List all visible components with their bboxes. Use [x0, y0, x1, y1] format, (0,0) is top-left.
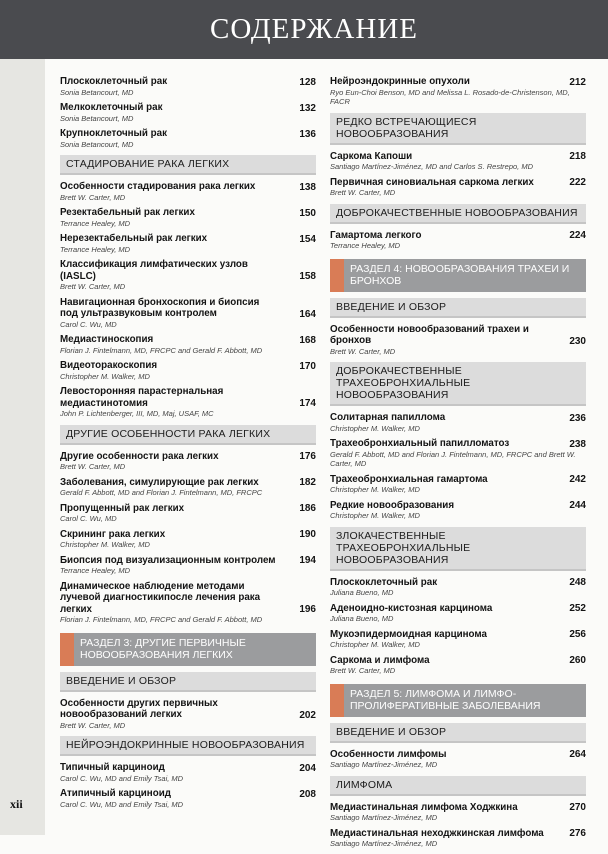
- toc-entry-author: Brett W. Carter, MD: [330, 188, 396, 197]
- toc-entry[interactable]: [60, 102, 316, 123]
- toc-entry-page-number: 218: [569, 151, 586, 162]
- toc-entry[interactable]: [60, 762, 316, 783]
- toc-entry-author: Juliana Bueno, MD: [330, 588, 394, 597]
- toc-entry-title: Солитарная папиллома: [330, 412, 446, 423]
- toc-entry-title: Крупноклеточный рак: [60, 128, 168, 139]
- toc-entry-row: [60, 762, 316, 774]
- toc-entry[interactable]: [60, 181, 316, 202]
- toc-entry-title: Медиастинальная лимфома Ходжкина: [330, 801, 518, 813]
- toc-entry-row: [60, 233, 316, 245]
- toc-section-heading: ВВЕДЕНИЕ И ОБЗОР: [330, 723, 586, 743]
- toc-entry-page-number: 168: [299, 334, 316, 346]
- toc-entry-row: [330, 577, 586, 589]
- toc-entry-page-number: 158: [299, 271, 316, 282]
- toc-entry[interactable]: [60, 477, 316, 498]
- toc-entry[interactable]: [60, 297, 316, 330]
- toc-entry-title: Первичная синовиальная саркома легких: [330, 176, 534, 188]
- toc-entry-row: [60, 259, 316, 282]
- toc-entry-author: Juliana Bueno, MD: [330, 614, 394, 623]
- toc-entry-author: Christopher M. Walker, MD: [330, 511, 420, 520]
- toc-entry-row: [330, 749, 586, 761]
- toc-entry-title: Особенности новообразований трахеи и бронхов: [330, 323, 529, 346]
- toc-entry[interactable]: [60, 581, 316, 625]
- toc-entry-title: Особенности стадирования рака легких: [60, 181, 256, 192]
- toc-entry-author: Santiago Martínez-Jiménez, MD and Carlos S. Restrepo, MD: [330, 162, 533, 171]
- toc-entry-page-number: 270: [569, 802, 586, 813]
- toc-part-heading: [330, 684, 586, 717]
- part-accent-marker: [330, 684, 344, 717]
- toc-entry-row: [330, 655, 586, 667]
- toc-entry-author: Brett W. Carter, MD: [60, 282, 126, 291]
- toc-entry-author: Brett W. Carter, MD: [60, 462, 126, 471]
- toc-entry-page-number: 164: [299, 308, 316, 320]
- toc-entry-page-number: 224: [569, 230, 586, 241]
- toc-entry[interactable]: [60, 529, 316, 550]
- toc-section-heading: ВВЕДЕНИЕ И ОБЗОР: [60, 672, 316, 692]
- toc-entry[interactable]: [330, 230, 586, 251]
- toc-entry-page-number: 128: [299, 76, 316, 88]
- toc-entry[interactable]: [60, 128, 316, 149]
- toc-entry-row: [330, 474, 586, 486]
- toc-entry[interactable]: [60, 503, 316, 524]
- toc-entry-page-number: 242: [569, 474, 586, 485]
- toc-entry-page-number: 256: [569, 629, 586, 640]
- toc-entry-page-number: 248: [569, 577, 586, 588]
- toc-entry-title: Мукоэпидермоидная карцинома: [330, 628, 487, 640]
- toc-entry[interactable]: [330, 802, 586, 823]
- toc-entry-title: Саркома и лимфома: [330, 654, 430, 666]
- toc-entry-title: Резектабельный рак легких: [60, 207, 195, 218]
- toc-part-title: РАЗДЕЛ 3: ДРУГИЕ ПЕРВИЧНЫЕ НОВООБРАЗОВАНИЯ ЛЕГКИХ: [80, 636, 246, 661]
- toc-section-heading: ДРУГИЕ ОСОБЕННОСТИ РАКА ЛЕГКИХ: [60, 425, 316, 445]
- part-accent-marker: [330, 259, 344, 292]
- toc-section-heading: ДОБРОКАЧЕСТВЕННЫЕ ТРАХЕОБРОНХИАЛЬНЫЕ НОВООБРАЗОВАНИЯ: [330, 362, 586, 406]
- toc-part-title: РАЗДЕЛ 5: ЛИМФОМА И ЛИМФО-ПРОЛИФЕРАТИВНЫЕ ЗАБОЛЕВАНИЯ: [350, 687, 541, 712]
- toc-part-heading: [330, 259, 586, 292]
- toc-entry-row: [330, 828, 586, 840]
- toc-entry[interactable]: [330, 438, 586, 469]
- toc-entry-row: [60, 386, 316, 409]
- toc-entry-row: [60, 555, 316, 567]
- toc-entry-page-number: 212: [569, 76, 586, 88]
- toc-entry-title: Мелкоклеточный рак: [60, 102, 163, 113]
- toc-entry-row: [60, 207, 316, 219]
- toc-entry-author: Terrance Healey, MD: [60, 218, 131, 228]
- toc-entry-title: Медиастинальная неходжкинская лимфома: [330, 827, 544, 839]
- toc-entry-row: [60, 297, 316, 320]
- toc-entry-row: [330, 177, 586, 189]
- toc-entry-title: Аденоидно-кистозная карцинома: [330, 602, 493, 614]
- toc-entry-row: [60, 360, 316, 372]
- toc-entry-row: [330, 76, 586, 88]
- page-number: xii: [10, 797, 23, 811]
- toc-entry[interactable]: [60, 259, 316, 292]
- toc-entry[interactable]: [330, 324, 586, 357]
- toc-entry-title: Нейроэндокринные опухоли: [330, 76, 470, 87]
- toc-entry-row: [330, 324, 586, 347]
- toc-section-heading: ЗЛОКАЧЕСТВЕННЫЕ ТРАХЕОБРОНХИАЛЬНЫЕ НОВООБРАЗОВАНИЯ: [330, 527, 586, 571]
- toc-entry-author: Brett W. Carter, MD: [330, 346, 396, 356]
- toc-entry[interactable]: [60, 386, 316, 419]
- toc-entry[interactable]: [330, 177, 586, 198]
- toc-entry-page-number: 202: [299, 709, 316, 721]
- toc-entry-page-number: 194: [299, 555, 316, 566]
- toc-entry-row: [330, 603, 586, 615]
- toc-entry-title: Типичный карциноид: [60, 762, 165, 773]
- left-margin-strip: [0, 59, 45, 835]
- toc-entry-title: Нерезектабельный рак легких: [60, 233, 208, 244]
- toc-entry[interactable]: [330, 474, 586, 495]
- toc-section-heading: СТАДИРОВАНИЕ РАКА ЛЕГКИХ: [60, 155, 316, 175]
- toc-entry[interactable]: [60, 788, 316, 809]
- page-title: СОДЕРЖАНИЕ: [210, 13, 418, 45]
- toc-entry-page-number: 244: [569, 500, 586, 511]
- toc-entry-page-number: 132: [299, 102, 316, 114]
- toc-entry-title: Саркома Капоши: [330, 150, 413, 162]
- toc-entry-author: Florian J. Fintelmann, MD, FRCPC and Gerald F. Abbott, MD: [60, 615, 263, 624]
- toc-entry-title: Плоскоклеточный рак: [60, 76, 168, 87]
- toc-entry-row: [330, 802, 586, 814]
- toc-entry-title: Трахеобронхиальный папилломатоз: [330, 438, 510, 449]
- toc-entry[interactable]: [330, 828, 586, 849]
- toc-entry-page-number: 260: [569, 655, 586, 666]
- toc-entry-author: Brett W. Carter, MD: [330, 666, 396, 675]
- toc-entry[interactable]: [60, 233, 316, 254]
- part-accent-marker: [60, 633, 74, 666]
- toc-entry[interactable]: [330, 577, 586, 598]
- toc-entry-title: Биопсия под визуализационным контролем: [60, 554, 276, 566]
- toc-entry-row: [60, 698, 316, 721]
- toc-entry[interactable]: [330, 151, 586, 172]
- toc-entry-row: [60, 788, 316, 800]
- toc-entry-author: Sonia Betancourt, MD: [60, 139, 134, 149]
- toc-entry-author: Carol C. Wu, MD: [60, 319, 117, 329]
- toc-entry[interactable]: [330, 749, 586, 770]
- toc-entry-page-number: 204: [299, 762, 316, 774]
- toc-entry-page-number: 252: [569, 603, 586, 614]
- toc-entry-author: Christopher M. Walker, MD: [60, 371, 150, 381]
- toc-entry-row: [60, 102, 316, 114]
- toc-section-heading: НЕЙРОЭНДОКРИННЫЕ НОВООБРАЗОВАНИЯ: [60, 736, 316, 756]
- toc-entry-author: Terrance Healey, MD: [330, 241, 401, 250]
- toc-entry[interactable]: [60, 451, 316, 472]
- toc-entry-title: Редкие новообразования: [330, 499, 455, 511]
- toc-entry[interactable]: [330, 412, 586, 433]
- toc-entry-row: [330, 412, 586, 424]
- toc-entry-author: Sonia Betancourt, MD: [60, 113, 134, 123]
- toc-entry[interactable]: [60, 360, 316, 381]
- toc-entry-title: Атипичный карциноид: [60, 788, 171, 799]
- toc-entry-title: Плоскоклеточный рак: [330, 576, 438, 588]
- toc-entry[interactable]: [330, 629, 586, 650]
- toc-entry-author: Florian J. Fintelmann, MD, FRCPC and Gerald F. Abbott, MD: [60, 345, 263, 355]
- toc-entry-row: [60, 451, 316, 463]
- toc-entry-author: Brett W. Carter, MD: [60, 192, 126, 202]
- toc-entry-author: Ryo Eun-Choi Benson, MD and Melissa L. Rosado-de-Christenson, MD, FACR: [330, 87, 570, 106]
- toc-entry-author: Brett W. Carter, MD: [60, 720, 126, 730]
- toc-entry-page-number: 196: [299, 604, 316, 615]
- toc-entry[interactable]: [60, 555, 316, 576]
- toc-entry-page-number: 276: [569, 828, 586, 839]
- toc-entry-title: Динамическое наблюдение методами лучевой диагностикипосле лечения рака легких: [60, 580, 261, 615]
- toc-entry-title: Трахеобронхиальная гамартома: [330, 473, 488, 485]
- toc-entry-title: Особенности других первичных новообразований легких: [60, 697, 218, 720]
- toc-entry[interactable]: [60, 334, 316, 355]
- toc-entry-page-number: 190: [299, 529, 316, 540]
- toc-entry[interactable]: [60, 207, 316, 228]
- toc-entry-page-number: 154: [299, 233, 316, 245]
- toc-entry-page-number: 236: [569, 412, 586, 424]
- toc-entry-row: [60, 581, 316, 616]
- toc-entry[interactable]: [60, 698, 316, 731]
- toc-section-heading: ЛИМФОМА: [330, 776, 586, 796]
- toc-entry-title: Навигационная бронхоскопия и биопсия под ультразвуковым контролем: [60, 296, 260, 319]
- toc-entry-row: [60, 76, 316, 88]
- toc-entry-author: Christopher M. Walker, MD: [330, 640, 420, 649]
- page-header: [0, 0, 608, 59]
- toc-entry[interactable]: [60, 76, 316, 97]
- toc-right-column: [330, 76, 586, 854]
- toc-part-title: РАЗДЕЛ 4: НОВООБРАЗОВАНИЯ ТРАХЕИ И БРОНХОВ: [350, 262, 570, 287]
- toc-entry-title: Видеоторакоскопия: [60, 360, 158, 371]
- toc-section-heading: ДОБРОКАЧЕСТВЕННЫЕ НОВООБРАЗОВАНИЯ: [330, 204, 586, 224]
- toc-entry-page-number: 174: [299, 398, 316, 409]
- toc-entry-author: Carol C. Wu, MD and Emily Tsai, MD: [60, 773, 184, 783]
- toc-entry-title: Классификация лимфатических узлов (IASLC): [60, 259, 248, 282]
- toc-entry-title: Скрининг рака легких: [60, 528, 166, 540]
- toc-entry-page-number: 170: [299, 360, 316, 372]
- toc-entry-row: [330, 500, 586, 512]
- toc-entry-page-number: 208: [299, 788, 316, 800]
- toc-entry-author: Carol C. Wu, MD: [60, 514, 117, 523]
- toc-entry-page-number: 136: [299, 128, 316, 140]
- toc-entry-row: [330, 438, 586, 450]
- toc-entry-row: [60, 334, 316, 346]
- toc-entry-row: [60, 181, 316, 193]
- toc-entry[interactable]: [330, 655, 586, 676]
- toc-entry-page-number: 238: [569, 438, 586, 450]
- toc-entry-author: Christopher M. Walker, MD: [330, 423, 420, 433]
- toc-entry-author: Christopher M. Walker, MD: [60, 540, 150, 549]
- toc-entry-title: Особенности лимфомы: [330, 748, 447, 760]
- toc-entry[interactable]: [330, 603, 586, 624]
- toc-entry-title: Заболевания, симулирующие рак легких: [60, 476, 259, 488]
- toc-entry-author: Santiago Martínez-Jiménez, MD: [330, 839, 438, 848]
- toc-entry-author: Santiago Martínez-Jiménez, MD: [330, 760, 438, 769]
- toc-entry-title: Другие особенности рака легких: [60, 450, 219, 462]
- toc-entry-page-number: 138: [299, 181, 316, 193]
- toc-entry-row: [330, 230, 586, 242]
- toc-entry-author: Christopher M. Walker, MD: [330, 485, 420, 494]
- toc-entry-page-number: 222: [569, 177, 586, 188]
- toc-part-heading: [60, 633, 316, 666]
- toc-left-column: [60, 76, 316, 814]
- toc-entry-row: [330, 151, 586, 163]
- toc-entry[interactable]: [330, 500, 586, 521]
- toc-entry-row: [60, 477, 316, 489]
- toc-entry-page-number: 150: [299, 207, 316, 219]
- toc-entry-row: [60, 128, 316, 140]
- toc-section-heading: ВВЕДЕНИЕ И ОБЗОР: [330, 298, 586, 318]
- toc-entry-author: Terrance Healey, MD: [60, 566, 131, 575]
- toc-entry-author: Gerald F. Abbott, MD and Florian J. Fintelmann, MD, FRCPC and Brett W. Carter, MD: [330, 449, 576, 468]
- toc-section-heading: РЕДКО ВСТРЕЧАЮЩИЕСЯ НОВООБРАЗОВАНИЯ: [330, 113, 586, 145]
- toc-entry-author: Terrance Healey, MD: [60, 244, 131, 254]
- toc-entry-title: Гамартома легкого: [330, 229, 422, 241]
- toc-entry-page-number: 230: [569, 335, 586, 347]
- toc-entry-page-number: 176: [299, 451, 316, 462]
- toc-entry-title: Медиастиноскопия: [60, 334, 154, 345]
- toc-entry-title: Левосторонняя парастернальная медиастинотомия: [60, 386, 224, 409]
- toc-entry-title: Пропущенный рак легких: [60, 502, 185, 514]
- toc-entry-author: Carol C. Wu, MD and Emily Tsai, MD: [60, 799, 184, 809]
- toc-entry-page-number: 182: [299, 477, 316, 488]
- toc-entry[interactable]: [330, 76, 586, 107]
- toc-entry-author: Gerald F. Abbott, MD and Florian J. Fintelmann, MD, FRCPC: [60, 488, 263, 497]
- toc-entry-author: Santiago Martínez-Jiménez, MD: [330, 813, 438, 822]
- toc-entry-page-number: 186: [299, 503, 316, 514]
- toc-entry-row: [60, 529, 316, 541]
- toc-entry-row: [330, 629, 586, 641]
- toc-entry-row: [60, 503, 316, 515]
- toc-entry-author: John P. Lichtenberger, III, MD, Maj, USAF, MC: [60, 409, 214, 418]
- toc-entry-page-number: 264: [569, 749, 586, 760]
- toc-entry-author: Sonia Betancourt, MD: [60, 87, 134, 97]
